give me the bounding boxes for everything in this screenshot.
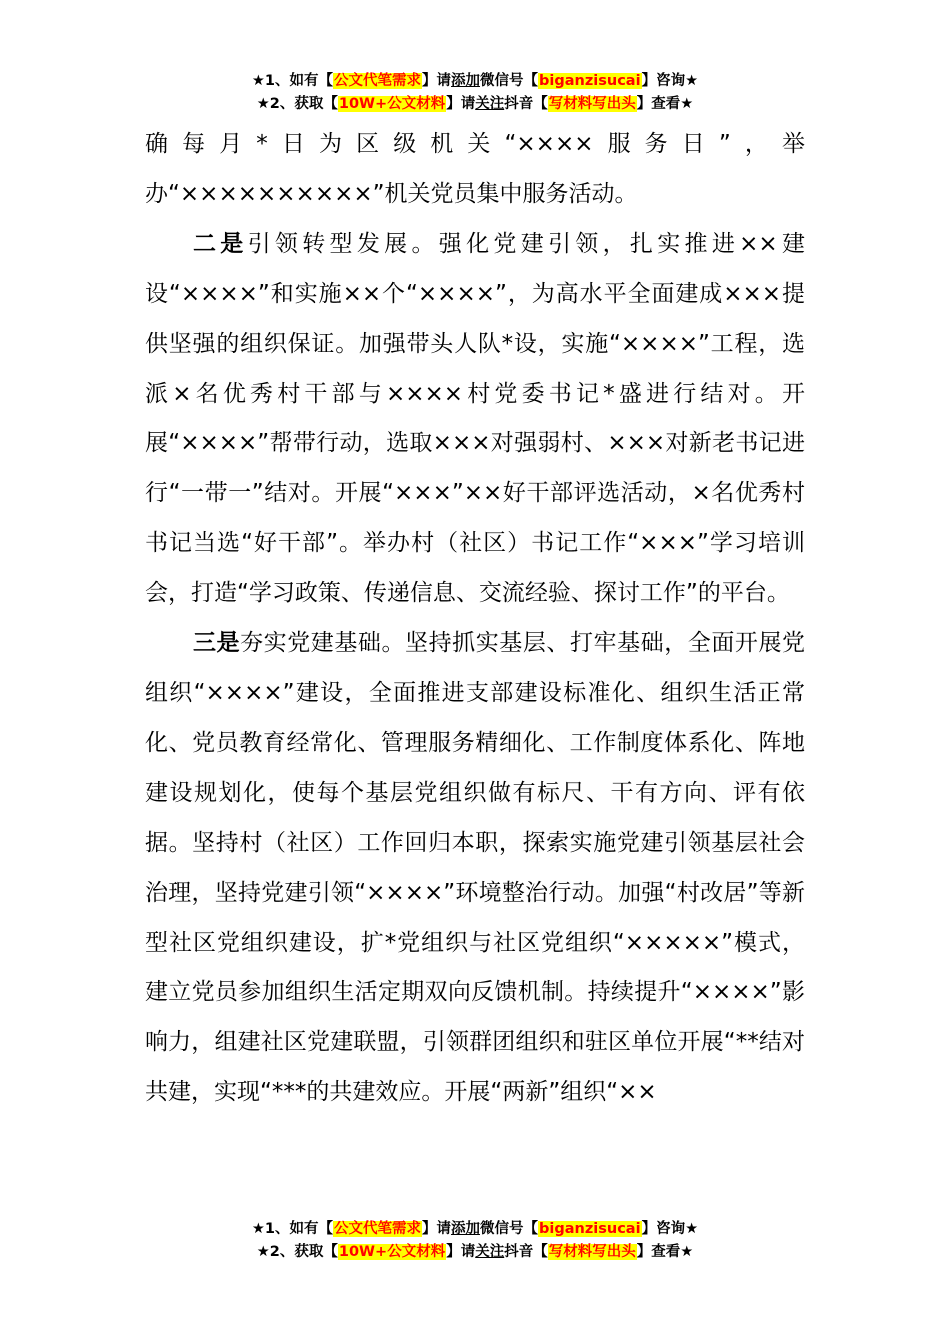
promo-text: 微信号【	[480, 73, 539, 89]
promo-highlight: 公文代笔需求	[334, 73, 422, 89]
bottom-promo-banner	[0, 1218, 950, 1264]
promo-underline: 关注	[475, 1244, 505, 1260]
promo-text: ★2、获取【	[256, 1244, 338, 1260]
promo-text: 】请	[422, 1221, 452, 1237]
promo-text: 】查看★	[636, 1244, 694, 1260]
paragraph-2	[145, 220, 805, 619]
paragraph-1: 确每月*日为区级机关“××××服务日”，举办“××××××××××”机关党员集中服务活动。	[145, 131, 805, 207]
promo-highlight-wechat: biganzisucai	[539, 1221, 641, 1237]
promo-underline: 关注	[475, 96, 505, 112]
promo-underline: 添加	[451, 73, 481, 89]
promo-highlight: 公文代笔需求	[334, 1221, 422, 1237]
promo-highlight-wechat: biganzisucai	[539, 73, 641, 89]
paragraph-3-lead: 三是	[193, 630, 241, 657]
paragraph-3-text: 夯实党建基础。坚持抓实基层、打牢基础，全面开展党组织“××××”建设，全面推进支部建设标准化、组织生活正常化、党员教育经常化、管理服务精细化、工作制度体系化、阵地建设规划化，使每个基层党组织做有标尺、干有方向、评有依据。坚持村（社区）工作回归本职，探索实施党建引领基层社会治理，坚持党建引领“××××”环境整治行动。加强“村改居”等新型社区党组织建设，扩*党组织与社区党组织“×××××”模式，建立党员参加组织生活定期双向反馈机制。持续提升“××××”影响力，组建社区党建联盟，引领群团组织和驻区单位开展“**结对共建，实现“***的共建效应。开展“两新”组织“××	[145, 630, 806, 1106]
promo-highlight-douyin: 写材料写出头	[548, 96, 636, 112]
promo-highlight: 10W+公文材料	[338, 1244, 446, 1260]
paragraph-3	[145, 619, 805, 1118]
promo-text: 抖音【	[504, 96, 548, 112]
promo-highlight: 10W+公文材料	[338, 96, 446, 112]
promo-underline: 添加	[451, 1221, 481, 1237]
promo-text: 】咨询★	[641, 1221, 699, 1237]
promo-text: 抖音【	[504, 1244, 548, 1260]
promo-highlight-douyin: 写材料写出头	[548, 1244, 636, 1260]
paragraph-2-lead: 二是	[193, 230, 248, 257]
promo-text: 】请	[446, 1244, 476, 1260]
promo-line-2	[0, 1241, 950, 1264]
promo-text: ★1、如有【	[251, 73, 334, 89]
promo-text: 】请	[422, 73, 452, 89]
promo-text: 】请	[446, 96, 476, 112]
promo-text: ★1、如有【	[251, 1221, 334, 1237]
promo-text: 微信号【	[480, 1221, 539, 1237]
paragraph-2-text: 引领转型发展。强化党建引领，扎实推进××建设“××××”和实施××个“××××”，为高水平全面建成×××提供坚强的组织保证。加强带头人队*设，实施“××××”工程，选派×名优秀村干部与××××村党委书记*盛进行结对。开展“××××”帮带行动，选取×××对强弱村、×××对新老书记进行“一带一”结对。开展“×××”××好干部评选活动，×名优秀村书记当选“好干部”。举办村（社区）书记工作“×××”学习培训会，打造“学习政策、传递信息、交流经验、探讨工作”的平台。	[145, 230, 806, 607]
promo-text: 】咨询★	[641, 73, 699, 89]
promo-line-1	[0, 1218, 950, 1241]
promo-line-1	[0, 70, 950, 93]
promo-line-2	[0, 93, 950, 116]
top-promo-banner	[0, 70, 950, 116]
promo-text: ★2、获取【	[256, 96, 338, 112]
document-body	[145, 120, 805, 1118]
promo-text: 】查看★	[636, 96, 694, 112]
